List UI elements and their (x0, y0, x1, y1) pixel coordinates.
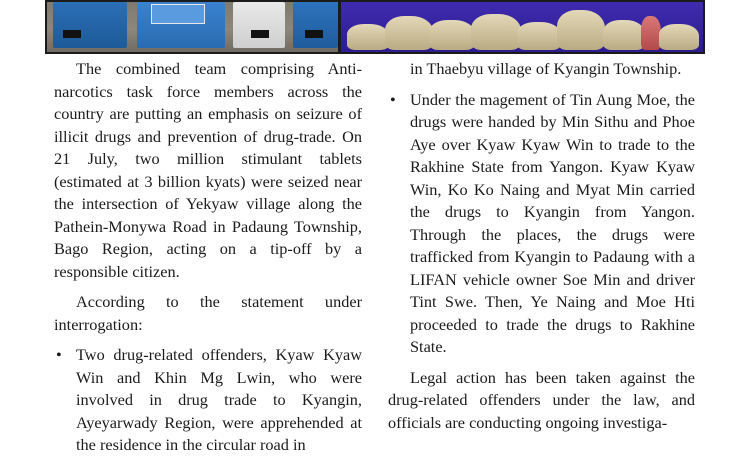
bullet-list (54, 344, 362, 457)
seized-drugs-photo (341, 2, 703, 52)
bullet-item: • Two drug-related offenders, Kyaw Kyaw Win and Khin Mg Lwin, who were involved in drug trade to Kyangin, Ayeyarwady Region, were apprehended at the residence in the circular road in (54, 344, 362, 457)
sack-icon (429, 20, 475, 50)
bullet-list (388, 89, 695, 359)
bullet-continuation: in Thaebyu village of Kyangin Township. (410, 59, 682, 78)
article-paragraph: According to the statement under interrogation: (54, 292, 362, 334)
truck-icon (233, 2, 285, 48)
truck-icon (137, 2, 225, 48)
sack-icon (471, 14, 521, 50)
article-left-column (54, 58, 362, 457)
sack-icon (641, 16, 661, 50)
sack-icon (603, 20, 645, 50)
seized-vehicles-photo (47, 2, 338, 52)
article-right-column (388, 58, 695, 434)
sack-icon (385, 16, 433, 50)
sack-icon (347, 24, 389, 50)
sack-icon (557, 10, 605, 50)
truck-icon (53, 2, 127, 48)
sack-icon (659, 24, 699, 50)
truck-icon (293, 2, 338, 48)
article-paragraph: The combined team comprising Anti-narcotics task force members across the country are putting an emphasis on seizure of illicit drugs and prevention of drug-trade. On 21 July, two million stimulant tablets (estimated at 3 billion kyats) were seized near the intersection of Yekyaw village along the Pathein-Monywa Road in Padaung Township, Bago Region, acting on a tip-off by a responsible citizen. (54, 59, 362, 281)
bullet-item: • Under the magement of Tin Aung Moe, the drugs were handed by Min Sithu and Phoe Aye over Kyaw Kyaw Win to trade to the Rakhine State from Yangon. Kyaw Kyaw Win, Ko Ko Naing and Myat Min carried the drugs to Kyangin from Yangon. Through the places, the drugs were trafficked from Kyangin to Padaung with a LIFAN vehicle owner Soe Min and driver Tint Swe. Then, Ye Naing and Moe Hti proceeded to trade the drugs to Rakhine State. (388, 89, 695, 359)
photo-strip (45, 0, 705, 54)
article-paragraph: Legal action has been taken against the drug-related offenders under the law, and officials are conducting ongoing investiga- (388, 367, 695, 432)
sack-icon (517, 22, 561, 50)
